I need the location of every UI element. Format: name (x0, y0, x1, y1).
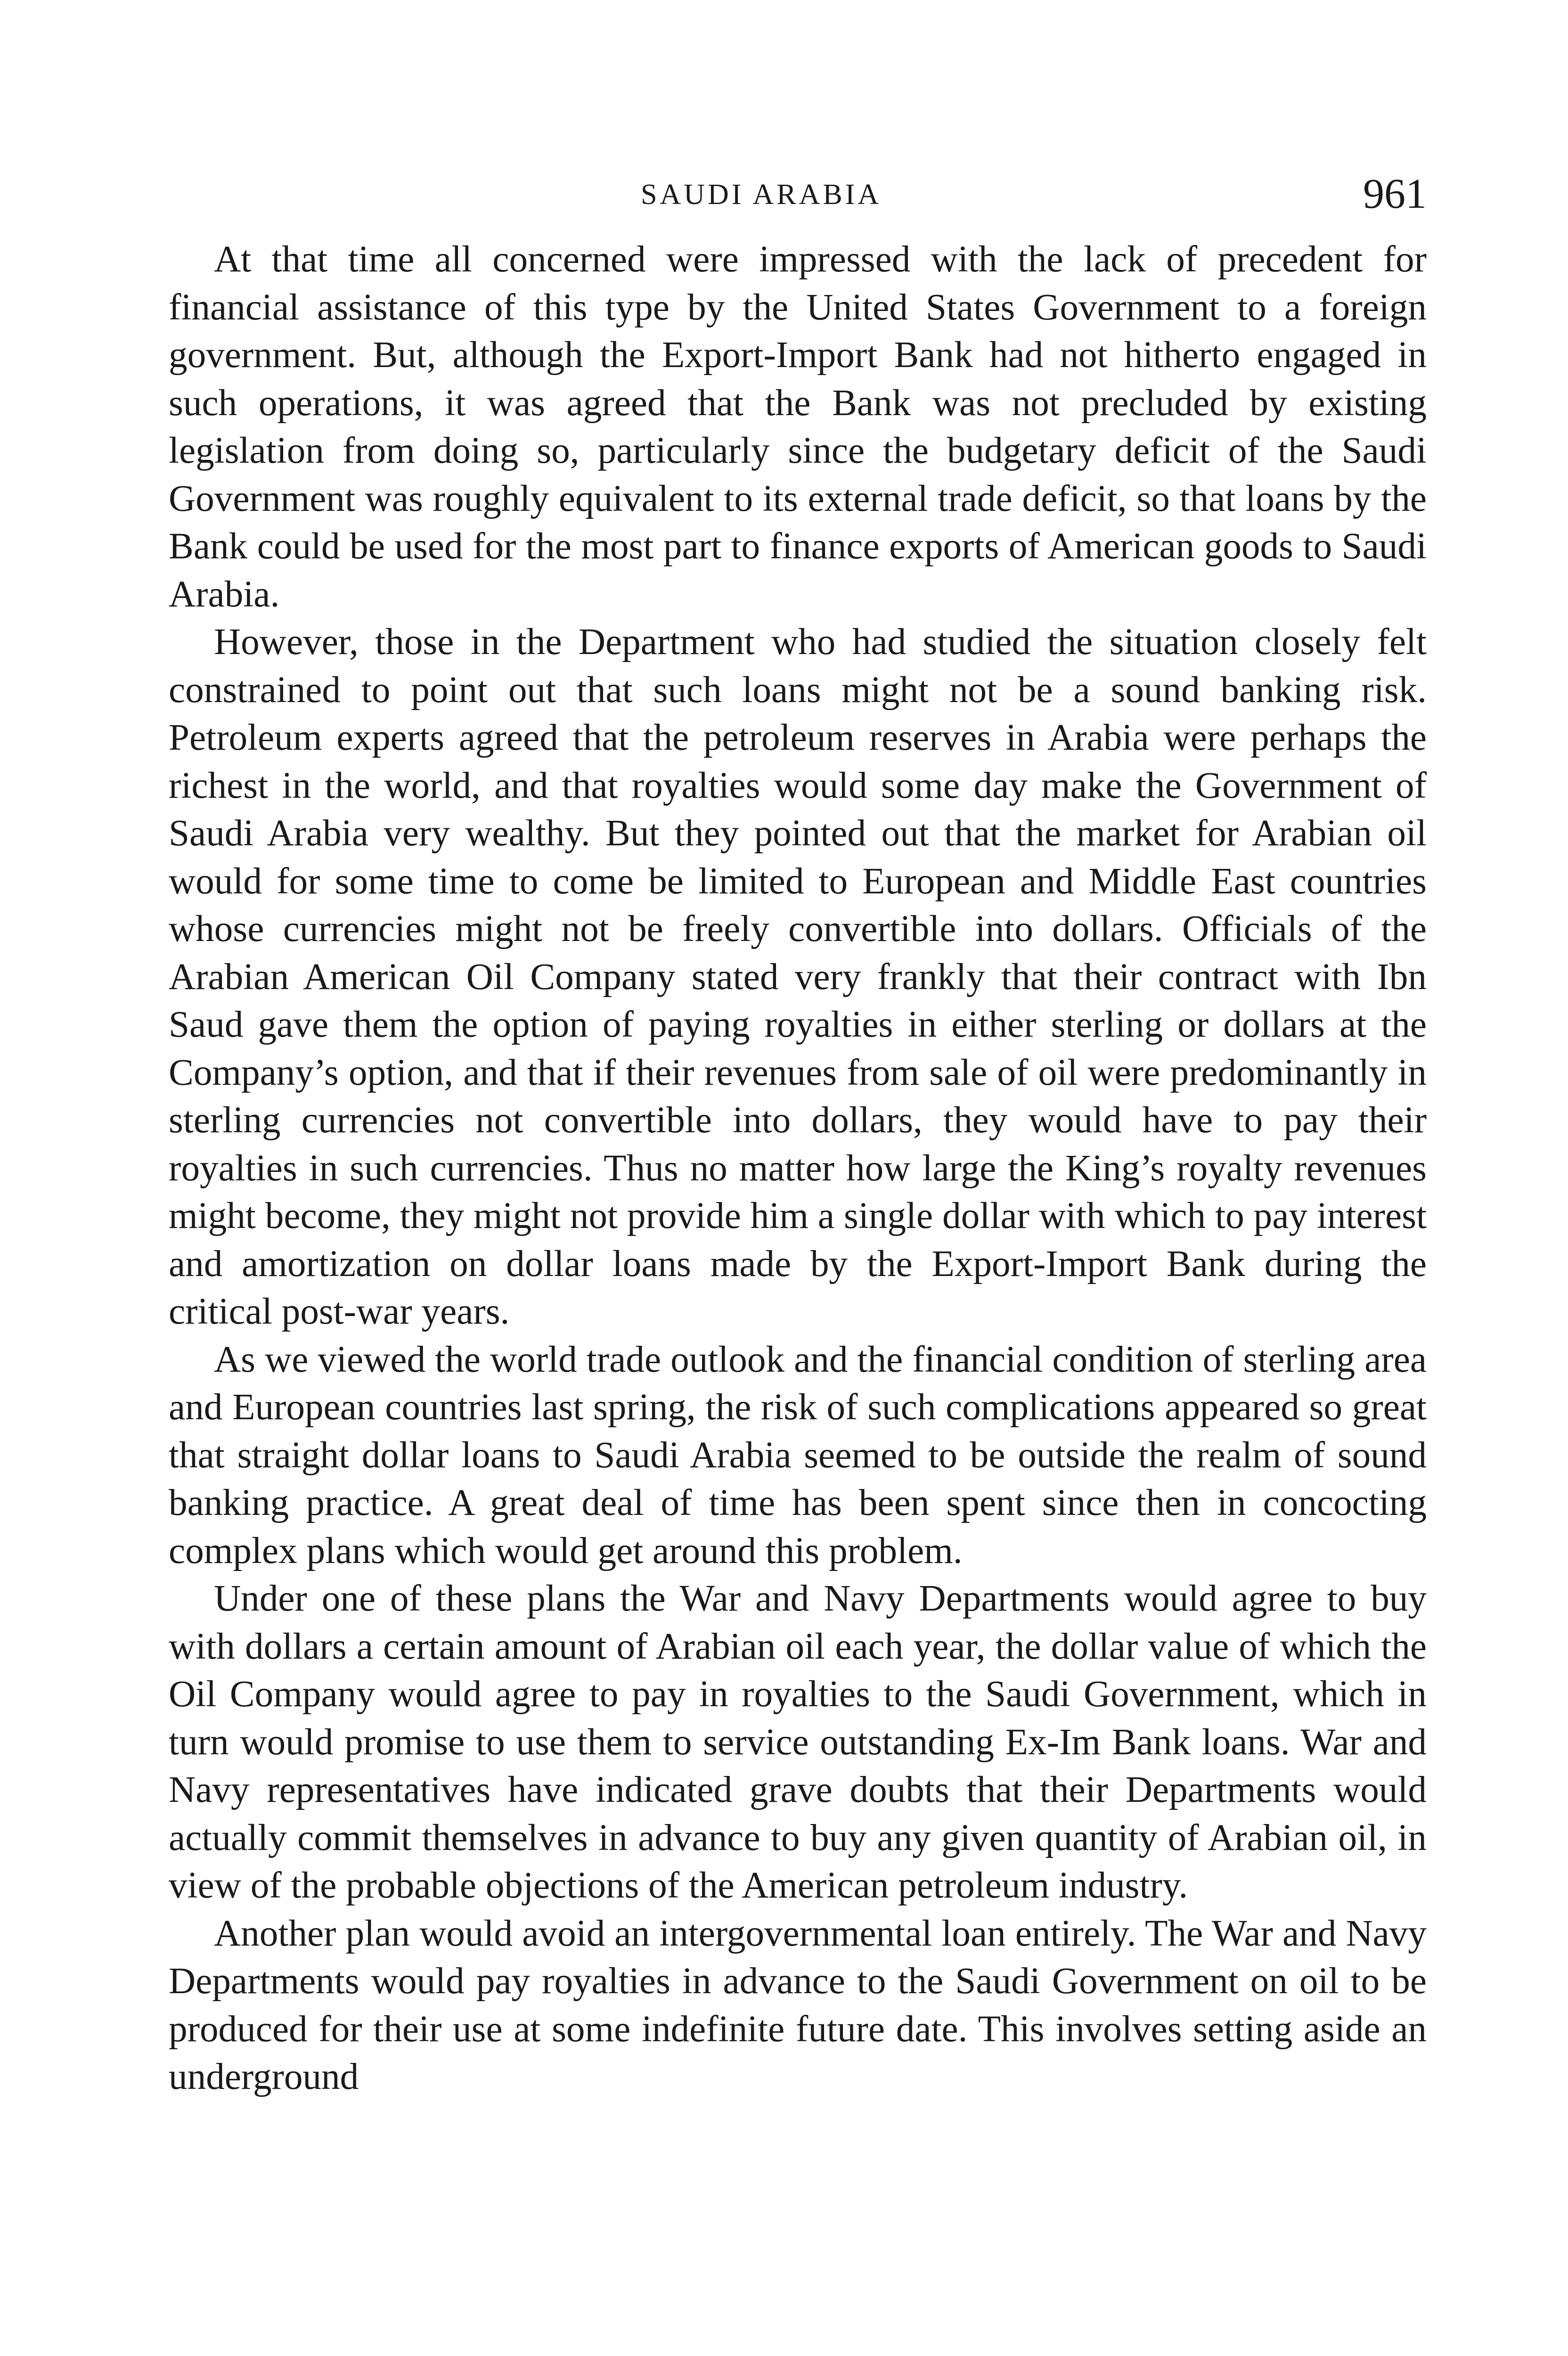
page-number: 961 (1363, 171, 1427, 217)
paragraph-3: As we viewed the world trade outlook and the financial condition of sterling area and European countries last spring, the risk of such complications appeared so great that straight dollar loans to Saudi Arabia seemed to be outside the realm of sound banking practice. A great deal of time has been spent since then in concocting complex plans which would get around this problem. (169, 1338, 1427, 1571)
running-head (0, 170, 1568, 217)
body-text (169, 236, 1427, 2101)
paragraph-5: Another plan would avoid an intergovernmental loan entirely. The War and Navy Departments would pay royalties in advance to the Saudi Government on oil to be produced for their use at some indefinite future date. This involves setting aside an underground (169, 1912, 1427, 2097)
paragraph-1: At that time all concerned were impressed with the lack of precedent for financial assistance of this type by the United States Government to a foreign government. But, although the Export-Import Bank had not hitherto engaged in such operations, it was agreed that the Bank was not precluded by existing legislation from doing so, particularly since the budgetary deficit of the Saudi Government was roughly equivalent to its external trade deficit, so that loans by the Bank could be used for the most part to finance exports of American goods to Saudi Arabia. (169, 238, 1427, 615)
paragraph-4: Under one of these plans the War and Navy Departments would agree to buy with dollars a certain amount of Arabian oil each year, the dollar value of which the Oil Company would agree to pay in royalties to the Saudi Government, which in turn would promise to use them to service outstanding Ex-Im Bank loans. War and Navy representatives have indicated grave doubts that their Departments would actually commit themselves in advance to buy any given quantity of Arabian oil, in view of the probable objections of the American petroleum industry. (169, 1578, 1427, 1906)
running-title: SAUDI ARABIA (641, 179, 882, 211)
paragraph-2: However, those in the Department who had studied the situation closely felt constrained to point out that such loans might not be a sound banking risk. Petroleum experts agreed that the petroleum reserves in Arabia were perhaps the richest in the world, and that royalties would some day make the Government of Saudi Arabia very wealthy. But they pointed out that the market for Arabian oil would for some time to come be limited to European and Middle East countries whose currencies might not be freely convertible into dollars. Officials of the Arabian American Oil Company stated very frankly that their contract with Ibn Saud gave them the option of paying royalties in either sterling or dollars at the Company’s option, and that if their revenues from sale of oil were predominantly in sterling currencies not convertible into dollars, they would have to pay their royalties in such currencies. Thus no matter how large the King’s royalty revenues might become, they might not provide him a single dollar with which to pay interest and amortization on dollar loans made by the Export-Import Bank during the critical post-war years. (169, 621, 1427, 1332)
